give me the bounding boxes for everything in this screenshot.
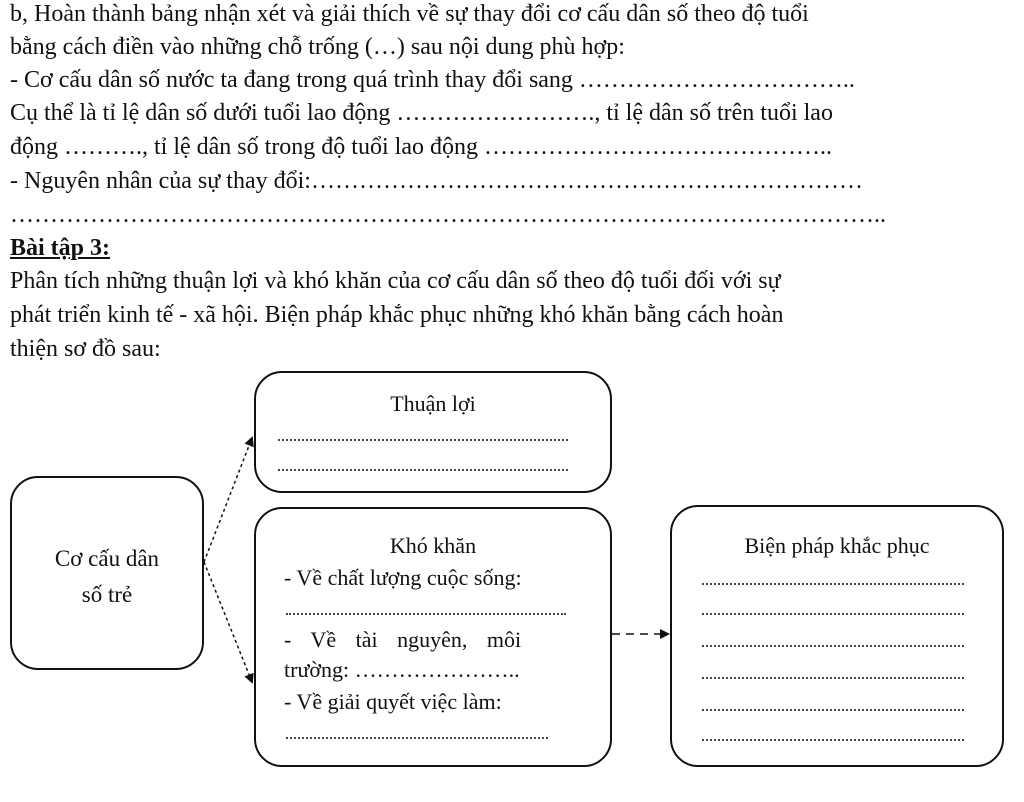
solutions-box [670, 505, 1004, 767]
arrow-to-difficulties [204, 562, 252, 682]
source-box [10, 476, 204, 670]
solutions-blank-5 [702, 709, 964, 711]
part-b-line-5: động ………., tỉ lệ dân số trong độ tuổi lao động …………………………………….. [10, 134, 832, 160]
difficulties-title: Khó khăn [389, 533, 477, 558]
solutions-blank-3 [702, 645, 964, 647]
arrow-to-advantages [204, 438, 252, 562]
source-box-line-2: số trẻ [81, 582, 133, 607]
exercise-3-title: Bài tập 3: [10, 235, 111, 261]
difficulties-item-2-line-2: trường: ………………….. [284, 657, 520, 682]
difficulties-blank-1 [286, 613, 566, 615]
part-b-line-7: ……………………………………………………………………………………………….. [10, 202, 886, 228]
advantages-box [254, 371, 612, 493]
part-b-line-4: Cụ thể là tỉ lệ dân số dưới tuổi lao động ……………………., tỉ lệ dân số trên tuổi lao [10, 100, 833, 126]
exercise-3-line-1: Phân tích những thuận lợi và khó khăn của cơ cấu dân số theo độ tuổi đối với sự [10, 268, 781, 294]
advantages-title: Thuận lợi [390, 391, 476, 416]
solutions-blank-6 [702, 739, 964, 741]
difficulties-box [254, 507, 612, 767]
part-b-line-1: b, Hoàn thành bảng nhận xét và giải thích về sự thay đổi cơ cấu dân số theo độ tuổi [10, 1, 809, 27]
source-box-line-1: Cơ cấu dân [54, 546, 160, 571]
advantages-blank-2 [278, 469, 568, 471]
part-b-line-2: bằng cách điền vào những chỗ trống (…) sau nội dung phù hợp: [10, 34, 625, 60]
solutions-blank-4 [702, 677, 964, 679]
solutions-blank-1 [702, 583, 964, 585]
exercise-3-line-2: phát triển kinh tế - xã hội. Biện pháp khắc phục những khó khăn bằng cách hoàn [10, 302, 784, 328]
solutions-blank-2 [702, 613, 964, 615]
solutions-title: Biện pháp khắc phục [744, 533, 930, 558]
part-b-line-3: - Cơ cấu dân số nước ta đang trong quá trình thay đổi sang …………………………….. [10, 67, 855, 93]
part-b-line-6: - Nguyên nhân của sự thay đổi:…………………………………………………………… [10, 168, 863, 194]
difficulties-item-3: - Về giải quyết việc làm: [284, 689, 502, 714]
advantages-blank-1 [278, 439, 568, 441]
difficulties-item-1: - Về chất lượng cuộc sống: [284, 565, 522, 590]
exercise-3-line-3: thiện sơ đồ sau: [10, 336, 161, 362]
difficulties-blank-3 [286, 737, 548, 739]
difficulties-item-2-line-1: - Về tài nguyên, môi [284, 627, 522, 652]
